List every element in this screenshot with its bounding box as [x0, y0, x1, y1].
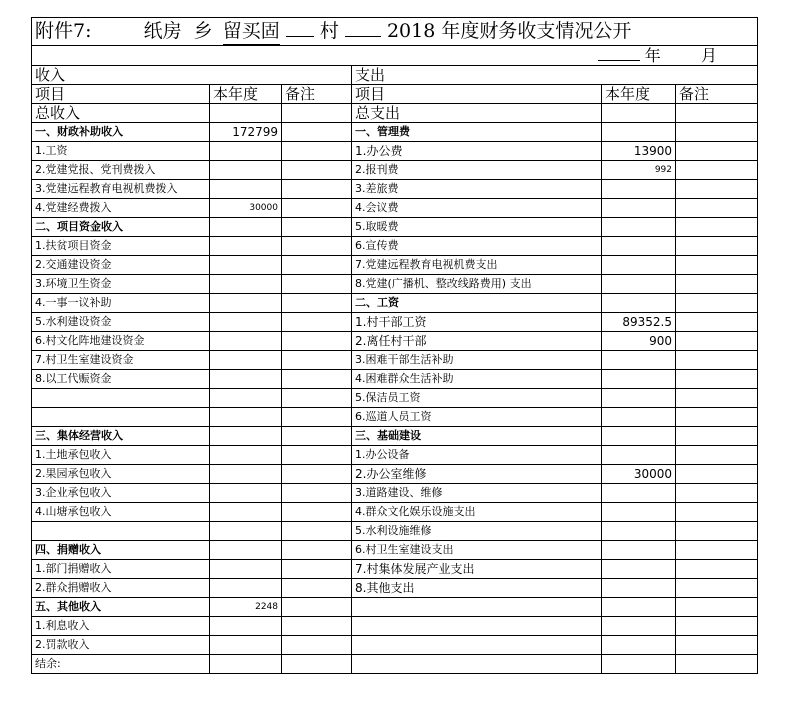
income-item-amount — [210, 541, 282, 560]
expense-item-note — [676, 503, 758, 522]
expense-item-note — [676, 579, 758, 598]
income-item-note — [282, 161, 352, 180]
table-row — [32, 446, 758, 465]
income-item-amount — [210, 465, 282, 484]
income-item-amount — [210, 389, 282, 408]
income-item-label: 1.土地承包收入 — [32, 446, 210, 465]
income-item-amount — [210, 256, 282, 275]
finance-disclosure-sheet — [31, 17, 758, 674]
expense-item-amount — [602, 560, 676, 579]
table-row — [32, 237, 758, 256]
expense-item-amount — [602, 503, 676, 522]
income-item-note — [282, 256, 352, 275]
expense-item-amount — [602, 123, 676, 142]
income-item-amount: 2248 — [210, 598, 282, 617]
expense-item-amount — [602, 199, 676, 218]
table-row — [32, 522, 758, 541]
income-item-amount — [210, 503, 282, 522]
table-row — [32, 275, 758, 294]
expense-item-amount — [602, 598, 676, 617]
expense-item-amount — [602, 427, 676, 446]
expense-item-note — [676, 408, 758, 427]
income-item-note — [282, 579, 352, 598]
section-row — [32, 66, 758, 85]
expense-item-note — [676, 370, 758, 389]
income-item-label: 结余: — [32, 655, 210, 674]
income-item-label: 四、捐赠收入 — [32, 541, 210, 560]
expense-item-note — [676, 446, 758, 465]
expense-item-amount — [602, 655, 676, 674]
expense-item-amount — [602, 446, 676, 465]
expense-item-note — [676, 332, 758, 351]
expense-item-amount — [602, 541, 676, 560]
expense-item-amount — [602, 370, 676, 389]
title-row — [32, 18, 758, 46]
expense-item-label: 一、管理费 — [352, 123, 602, 142]
table-row — [32, 199, 758, 218]
table-row — [32, 370, 758, 389]
expense-col-note: 备注 — [676, 85, 758, 104]
income-item-note — [282, 199, 352, 218]
expense-item-label — [352, 617, 602, 636]
income-item-note — [282, 503, 352, 522]
expense-item-amount — [602, 484, 676, 503]
table-row — [32, 579, 758, 598]
income-item-note — [282, 332, 352, 351]
income-item-amount — [210, 446, 282, 465]
income-item-amount — [210, 332, 282, 351]
expense-item-label: 3.差旅费 — [352, 180, 602, 199]
title-village-suffix: 村 — [319, 20, 339, 42]
table-row — [32, 617, 758, 636]
table-row — [32, 560, 758, 579]
title-town-suffix: 乡 — [193, 20, 213, 42]
income-item-note — [282, 446, 352, 465]
income-item-note — [282, 294, 352, 313]
expense-item-note — [676, 161, 758, 180]
title-village: 留买固 — [223, 18, 280, 45]
income-item-label: 五、其他收入 — [32, 598, 210, 617]
income-item-note — [282, 465, 352, 484]
income-item-label: 2.交通建设资金 — [32, 256, 210, 275]
expense-item-amount: 992 — [602, 161, 676, 180]
table-row — [32, 389, 758, 408]
expense-item-note — [676, 598, 758, 617]
income-item-note — [282, 617, 352, 636]
expense-item-note — [676, 218, 758, 237]
expense-item-label: 二、工资 — [352, 294, 602, 313]
expense-item-amount: 30000 — [602, 465, 676, 484]
income-item-note — [282, 237, 352, 256]
income-item-label: 3.党建远程教育电视机费拨入 — [32, 180, 210, 199]
income-item-amount — [210, 161, 282, 180]
expense-item-label: 6.宣传费 — [352, 237, 602, 256]
income-item-label — [32, 408, 210, 427]
income-item-note — [282, 560, 352, 579]
expense-item-note — [676, 275, 758, 294]
expense-item-label: 2.办公室维修 — [352, 465, 602, 484]
expense-section-title: 支出 — [352, 66, 758, 85]
income-item-note — [282, 541, 352, 560]
expense-item-label: 3.道路建设、维修 — [352, 484, 602, 503]
income-item-amount — [210, 142, 282, 161]
income-item-label — [32, 389, 210, 408]
title-town: 纸房 — [143, 20, 182, 42]
expense-item-amount — [602, 351, 676, 370]
expense-item-label: 1.办公费 — [352, 142, 602, 161]
income-item-label: 3.企业承包收入 — [32, 484, 210, 503]
income-item-label: 三、集体经营收入 — [32, 427, 210, 446]
income-item-note — [282, 351, 352, 370]
income-item-label: 2.群众捐赠收入 — [32, 579, 210, 598]
income-item-amount — [210, 427, 282, 446]
income-item-amount — [210, 275, 282, 294]
expense-item-note — [676, 351, 758, 370]
income-item-note — [282, 370, 352, 389]
income-item-label: 1.扶贫项目资金 — [32, 237, 210, 256]
expense-item-label: 4.困难群众生活补助 — [352, 370, 602, 389]
expense-col-amount: 本年度 — [602, 85, 676, 104]
income-item-label: 6.村文化阵地建设资金 — [32, 332, 210, 351]
income-item-note — [282, 389, 352, 408]
income-item-amount — [210, 370, 282, 389]
table-row — [32, 332, 758, 351]
expense-item-note — [676, 237, 758, 256]
table-row — [32, 541, 758, 560]
expense-item-note — [676, 427, 758, 446]
income-item-note — [282, 123, 352, 142]
expense-item-label: 8.其他支出 — [352, 579, 602, 598]
expense-item-note — [676, 199, 758, 218]
expense-item-note — [676, 256, 758, 275]
expense-item-label: 5.保洁员工资 — [352, 389, 602, 408]
income-item-amount: 172799 — [210, 123, 282, 142]
income-item-note — [282, 408, 352, 427]
expense-item-amount — [602, 636, 676, 655]
expense-item-amount — [602, 294, 676, 313]
table-row — [32, 123, 758, 142]
income-item-label: 1.部门捐赠收入 — [32, 560, 210, 579]
income-item-amount — [210, 617, 282, 636]
expense-item-label — [352, 598, 602, 617]
table-row — [32, 218, 758, 237]
income-item-label: 4.山塘承包收入 — [32, 503, 210, 522]
income-item-amount — [210, 351, 282, 370]
expense-item-label: 2.离任村干部 — [352, 332, 602, 351]
income-item-amount — [210, 560, 282, 579]
expense-item-label: 三、基础建设 — [352, 427, 602, 446]
income-item-label: 二、项目资金收入 — [32, 218, 210, 237]
income-item-label: 7.村卫生室建设资金 — [32, 351, 210, 370]
income-item-label: 8.以工代赈资金 — [32, 370, 210, 389]
expense-item-amount — [602, 256, 676, 275]
total-row — [32, 104, 758, 123]
expense-item-label: 5.取暖费 — [352, 218, 602, 237]
expense-item-label: 4.会议费 — [352, 199, 602, 218]
income-item-note — [282, 598, 352, 617]
expense-col-item: 项目 — [352, 85, 602, 104]
page-title — [32, 18, 758, 46]
expense-item-label — [352, 655, 602, 674]
income-item-amount — [210, 218, 282, 237]
expense-item-note — [676, 294, 758, 313]
income-item-label: 1.工资 — [32, 142, 210, 161]
expense-item-label — [352, 636, 602, 655]
expense-item-amount — [602, 579, 676, 598]
income-item-note — [282, 275, 352, 294]
expense-item-amount: 13900 — [602, 142, 676, 161]
expense-item-note — [676, 313, 758, 332]
income-item-note — [282, 655, 352, 674]
income-item-note — [282, 180, 352, 199]
expense-item-note — [676, 617, 758, 636]
expense-item-label: 3.困难干部生活补助 — [352, 351, 602, 370]
income-item-label: 4.一事一议补助 — [32, 294, 210, 313]
income-item-note — [282, 313, 352, 332]
expense-item-label: 4.群众文化娱乐设施支出 — [352, 503, 602, 522]
expense-item-label: 8.党建(广播机、整改线路费用) 支出 — [352, 275, 602, 294]
income-item-note — [282, 484, 352, 503]
expense-item-label: 7.村集体发展产业支出 — [352, 560, 602, 579]
income-col-amount: 本年度 — [210, 85, 282, 104]
table-row — [32, 484, 758, 503]
income-item-label: 5.水利建设资金 — [32, 313, 210, 332]
income-item-note — [282, 636, 352, 655]
income-item-amount — [210, 655, 282, 674]
date-year-label: 年 — [644, 45, 661, 65]
income-item-label: 2.罚款收入 — [32, 636, 210, 655]
table-row — [32, 256, 758, 275]
expense-item-note — [676, 465, 758, 484]
table-row — [32, 408, 758, 427]
income-item-note — [282, 427, 352, 446]
income-item-label: 3.环境卫生资金 — [32, 275, 210, 294]
expense-item-amount — [602, 389, 676, 408]
expense-item-amount — [602, 180, 676, 199]
expense-item-note — [676, 655, 758, 674]
table-row — [32, 161, 758, 180]
expense-item-amount — [602, 617, 676, 636]
income-item-amount — [210, 522, 282, 541]
header-row — [32, 85, 758, 104]
table-row — [32, 351, 758, 370]
expense-item-note — [676, 389, 758, 408]
date-month-label: 月 — [700, 45, 717, 65]
income-item-amount — [210, 313, 282, 332]
income-item-note — [282, 218, 352, 237]
table-row — [32, 655, 758, 674]
expense-item-label: 5.水利设施维修 — [352, 522, 602, 541]
income-item-label: 1.利息收入 — [32, 617, 210, 636]
income-section-title: 收入 — [32, 66, 352, 85]
expense-item-amount: 900 — [602, 332, 676, 351]
expense-item-note — [676, 636, 758, 655]
income-item-amount: 30000 — [210, 199, 282, 218]
income-item-note — [282, 142, 352, 161]
income-item-note — [282, 522, 352, 541]
income-item-amount — [210, 408, 282, 427]
expense-item-amount — [602, 408, 676, 427]
income-item-amount — [210, 484, 282, 503]
finance-table — [31, 17, 758, 674]
income-item-label: 4.党建经费拨入 — [32, 199, 210, 218]
title-year: 2018 — [386, 20, 436, 42]
income-item-amount — [210, 237, 282, 256]
income-item-label: 2.党建党报、党刊费拨入 — [32, 161, 210, 180]
income-col-item: 项目 — [32, 85, 210, 104]
income-item-amount — [210, 180, 282, 199]
table-row — [32, 503, 758, 522]
expense-item-label: 1.村干部工资 — [352, 313, 602, 332]
expense-item-note — [676, 180, 758, 199]
table-row — [32, 180, 758, 199]
expense-item-label: 6.巡道人员工资 — [352, 408, 602, 427]
date-row — [32, 46, 758, 66]
income-item-label: 2.果园承包收入 — [32, 465, 210, 484]
date-line — [32, 46, 758, 66]
table-row — [32, 313, 758, 332]
expense-item-note — [676, 541, 758, 560]
expense-item-note — [676, 484, 758, 503]
expense-item-amount — [602, 522, 676, 541]
income-total: 总收入 — [32, 104, 210, 123]
expense-item-note — [676, 560, 758, 579]
expense-item-amount: 89352.5 — [602, 313, 676, 332]
table-row — [32, 294, 758, 313]
expense-item-label: 1.办公设备 — [352, 446, 602, 465]
income-item-amount — [210, 636, 282, 655]
income-item-amount — [210, 294, 282, 313]
table-row — [32, 142, 758, 161]
expense-item-amount — [602, 218, 676, 237]
expense-item-label: 2.报刊费 — [352, 161, 602, 180]
table-row — [32, 427, 758, 446]
income-item-label — [32, 522, 210, 541]
income-col-note: 备注 — [282, 85, 352, 104]
income-item-amount — [210, 579, 282, 598]
title-heading: 年度财务收支情况公开 — [441, 20, 632, 42]
table-row — [32, 465, 758, 484]
expense-item-note — [676, 522, 758, 541]
table-row — [32, 598, 758, 617]
income-item-label: 一、财政补助收入 — [32, 123, 210, 142]
expense-item-amount — [602, 275, 676, 294]
expense-total: 总支出 — [352, 104, 602, 123]
expense-item-label: 6.村卫生室建设支出 — [352, 541, 602, 560]
expense-item-amount — [602, 237, 676, 256]
title-prefix: 附件7: — [35, 20, 92, 42]
table-row — [32, 636, 758, 655]
expense-item-note — [676, 123, 758, 142]
expense-item-label: 7.党建远程教育电视机费支出 — [352, 256, 602, 275]
expense-item-note — [676, 142, 758, 161]
